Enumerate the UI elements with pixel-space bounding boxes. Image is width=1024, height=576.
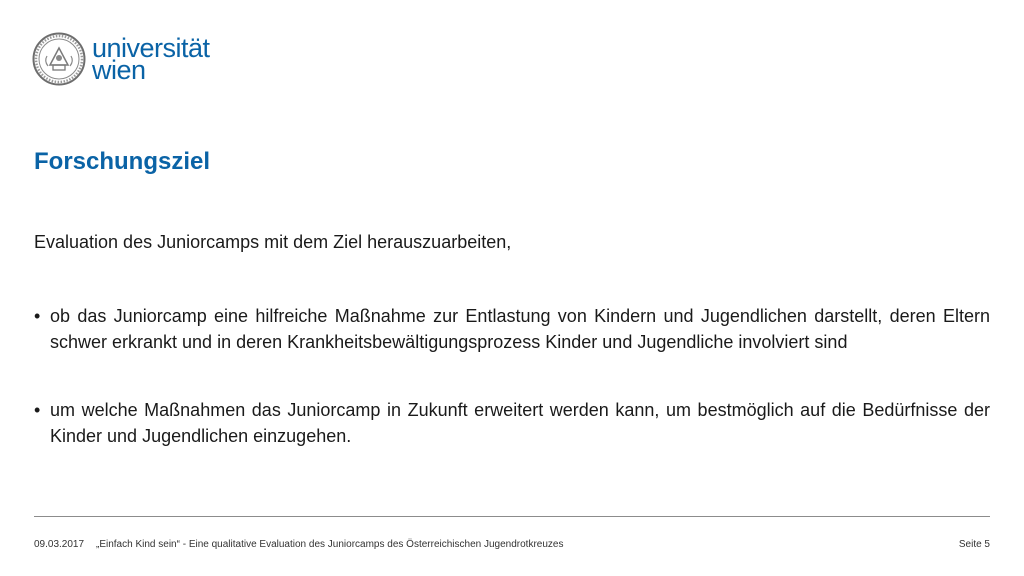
footer-date: 09.03.2017: [34, 539, 85, 550]
page-number: Seite 5: [958, 539, 990, 550]
list-item: [34, 303, 990, 355]
wordmark-line-1: universität: [92, 33, 210, 63]
university-wordmark: [92, 33, 210, 85]
slide-title: Forschungsziel: [34, 148, 211, 175]
bullet-marker: •: [34, 400, 41, 420]
intro-text: Evaluation des Juniorcamps mit dem Ziel herauszuarbeiten,: [34, 232, 512, 252]
list-item: [34, 397, 990, 449]
university-seal-icon: [32, 32, 86, 86]
bullet-list: [34, 303, 990, 449]
footer-divider: [34, 516, 990, 517]
bullet-text: um welche Maßnahmen das Juniorcamp in Zukunft erweitert werden kann, um bestmöglich auf die Bedürfnisse der Kinder und Jugendlichen einzugehen.: [50, 400, 990, 446]
footer-title: „Einfach Kind sein“ - Eine qualitative Evaluation des Juniorcamps des Österreichischen Jugendrotkreuzes: [96, 539, 564, 550]
bullet-text: ob das Juniorcamp eine hilfreiche Maßnahme zur Entlastung von Kindern und Jugendlichen darstellt, deren Eltern schwer erkrankt und in deren Krankheitsbewältigungsprozess Kinder und Jugendliche involviert sind: [50, 306, 990, 352]
wordmark-line-2: wien: [92, 55, 146, 85]
bullet-marker: •: [34, 306, 41, 326]
university-logo: [32, 32, 210, 86]
